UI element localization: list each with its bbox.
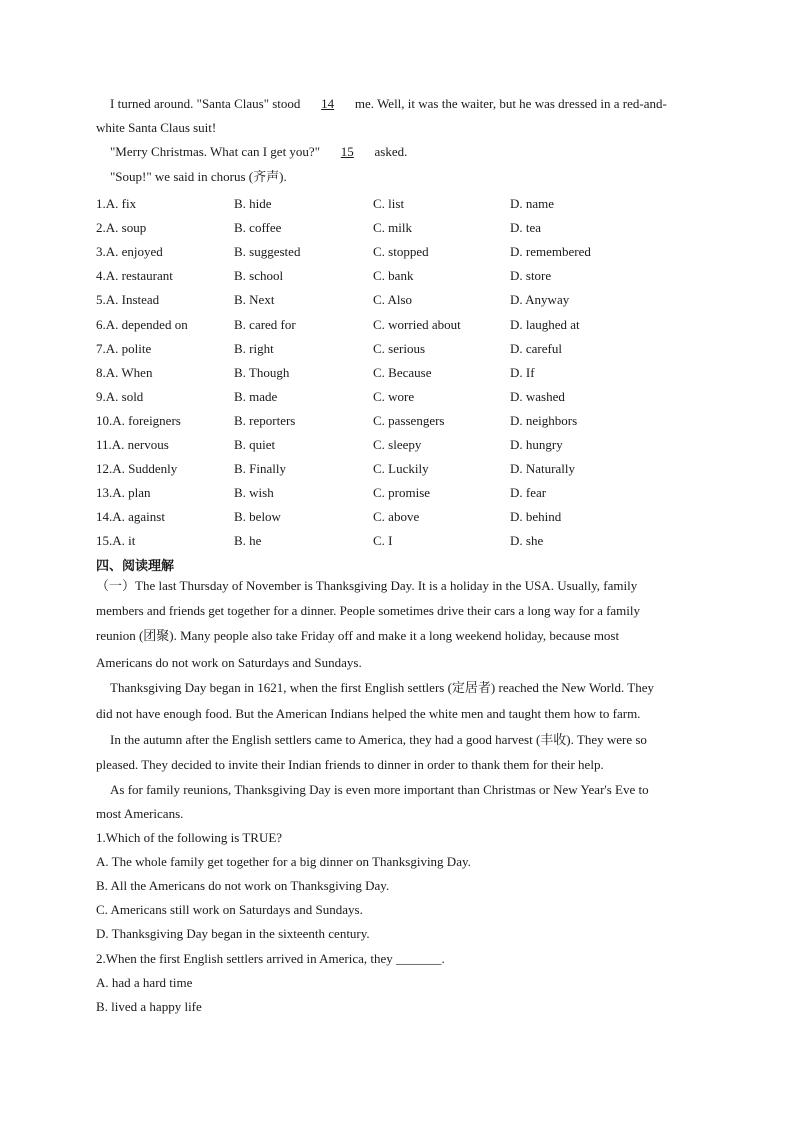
question-1-option-a: A. The whole family get together for a big dinner on Thanksgiving Day.	[96, 854, 471, 869]
option-d: D. washed	[510, 389, 565, 404]
option-a: 5.A. Instead	[96, 292, 160, 307]
option-b: B. hide	[234, 196, 272, 211]
reading-line: In the autumn after the English settlers came to America, they had a good harvest (丰收). They were so	[110, 732, 647, 747]
option-b: B. coffee	[234, 220, 282, 235]
option-row	[96, 243, 696, 261]
option-b: B. Finally	[234, 461, 287, 476]
blank-15: 15	[340, 144, 354, 159]
option-a: 3.A. enjoyed	[96, 244, 163, 259]
option-d: D. If	[510, 365, 535, 380]
option-row	[96, 412, 696, 430]
reading-line: As for family reunions, Thanksgiving Day is even more important than Christmas or New Year's Eve to	[110, 782, 649, 797]
question-text: 2.When the first English settlers arrived in America, they	[96, 951, 396, 966]
question-text: .	[441, 951, 445, 966]
option-a: 13.A. plan	[96, 485, 151, 500]
option-b: B. Though	[234, 365, 290, 380]
option-b: B. right	[234, 341, 274, 356]
option-a: 7.A. polite	[96, 341, 152, 356]
option-a: 15.A. it	[96, 533, 136, 548]
option-row	[96, 388, 696, 406]
option-a: 11.A. nervous	[96, 437, 169, 452]
option-d: D. hungry	[510, 437, 563, 452]
reading-line: （一）The last Thursday of November is Thanksgiving Day. It is a holiday in the USA. Usually, family	[96, 578, 638, 593]
option-c: C. passengers	[373, 413, 445, 428]
option-d: D. neighbors	[510, 413, 578, 428]
option-row	[96, 267, 696, 285]
option-d: D. tea	[510, 220, 542, 235]
option-c: C. serious	[373, 341, 425, 356]
option-row	[96, 436, 696, 454]
option-a: 2.A. soup	[96, 220, 147, 235]
option-a: 14.A. against	[96, 509, 165, 524]
option-d: D. name	[510, 196, 555, 211]
option-d: D. remembered	[510, 244, 591, 259]
option-d: D. laughed at	[510, 317, 580, 332]
story-text: I turned around. "Santa Claus" stood	[110, 96, 304, 111]
reading-line: members and friends get together for a dinner. People sometimes drive their cars a long way for a family	[96, 603, 641, 618]
option-d: D. she	[510, 533, 544, 548]
option-c: C. sleepy	[373, 437, 422, 452]
option-b: B. reporters	[234, 413, 296, 428]
option-b: B. Next	[234, 292, 275, 307]
question-2-option-a: A. had a hard time	[96, 975, 193, 990]
story-line-2: white Santa Claus suit!	[96, 120, 217, 135]
reading-line: did not have enough food. But the American Indians helped the white men and taught them how to farm.	[96, 706, 641, 721]
option-row	[96, 340, 696, 358]
story-text: me. Well, it was the waiter, but he was dressed in a red-and-	[351, 96, 667, 111]
option-a: 10.A. foreigners	[96, 413, 181, 428]
option-a: 9.A. sold	[96, 389, 144, 404]
option-d: D. behind	[510, 509, 562, 524]
question-1: 1.Which of the following is TRUE?	[96, 830, 283, 845]
reading-line: pleased. They decided to invite their Indian friends to dinner in order to thank them for their help.	[96, 757, 604, 772]
blank-14: 14	[321, 96, 335, 111]
option-c: C. stopped	[373, 244, 429, 259]
option-c: C. bank	[373, 268, 414, 283]
option-a: 12.A. Suddenly	[96, 461, 178, 476]
question-2-option-b: B. lived a happy life	[96, 999, 202, 1014]
option-b: B. wish	[234, 485, 274, 500]
option-row	[96, 532, 696, 550]
question-1-option-b: B. All the Americans do not work on Thanksgiving Day.	[96, 878, 390, 893]
option-d: D. store	[510, 268, 552, 283]
option-c: C. milk	[373, 220, 413, 235]
option-a: 1.A. fix	[96, 196, 137, 211]
option-d: D. Naturally	[510, 461, 575, 476]
option-b: B. school	[234, 268, 284, 283]
option-c: C. list	[373, 196, 405, 211]
option-row	[96, 364, 696, 382]
reading-line: reunion (团聚). Many people also take Friday off and make it a long weekend holiday, because most	[96, 628, 620, 643]
question-1-option-d: D. Thanksgiving Day began in the sixteenth century.	[96, 926, 370, 941]
story-line-3	[110, 143, 710, 161]
option-a: 4.A. restaurant	[96, 268, 173, 283]
option-d: D. fear	[510, 485, 547, 500]
option-c: C. Also	[373, 292, 413, 307]
story-line-4: "Soup!" we said in chorus (齐声).	[110, 169, 287, 184]
option-c: C. above	[373, 509, 420, 524]
option-b: B. cared for	[234, 317, 296, 332]
option-row	[96, 508, 696, 526]
reading-line: most Americans.	[96, 806, 184, 821]
option-b: B. suggested	[234, 244, 301, 259]
option-a: 8.A. When	[96, 365, 153, 380]
option-c: C. wore	[373, 389, 415, 404]
option-b: B. made	[234, 389, 278, 404]
reading-line: Americans do not work on Saturdays and Sundays.	[96, 655, 362, 670]
story-line-1	[110, 95, 710, 113]
option-c: C. Because	[373, 365, 432, 380]
option-b: B. below	[234, 509, 281, 524]
question-1-option-c: C. Americans still work on Saturdays and Sundays.	[96, 902, 363, 917]
option-row	[96, 316, 696, 334]
answer-blank: _______	[396, 951, 442, 966]
option-row	[96, 219, 696, 237]
option-row	[96, 195, 696, 213]
story-text: asked.	[371, 144, 408, 159]
option-c: C. promise	[373, 485, 431, 500]
option-row	[96, 484, 696, 502]
question-2	[96, 950, 696, 968]
option-row	[96, 460, 696, 478]
option-d: D. careful	[510, 341, 562, 356]
option-b: B. he	[234, 533, 262, 548]
story-text: "Merry Christmas. What can I get you?"	[110, 144, 324, 159]
option-c: C. worried about	[373, 317, 461, 332]
option-c: C. Luckily	[373, 461, 429, 476]
section-heading: 四、阅读理解	[96, 559, 175, 574]
option-a: 6.A. depended on	[96, 317, 188, 332]
option-c: C. I	[373, 533, 393, 548]
option-row	[96, 291, 696, 309]
reading-line: Thanksgiving Day began in 1621, when the first English settlers (定居者) reached the New World. They	[110, 680, 654, 695]
option-d: D. Anyway	[510, 292, 570, 307]
option-b: B. quiet	[234, 437, 276, 452]
